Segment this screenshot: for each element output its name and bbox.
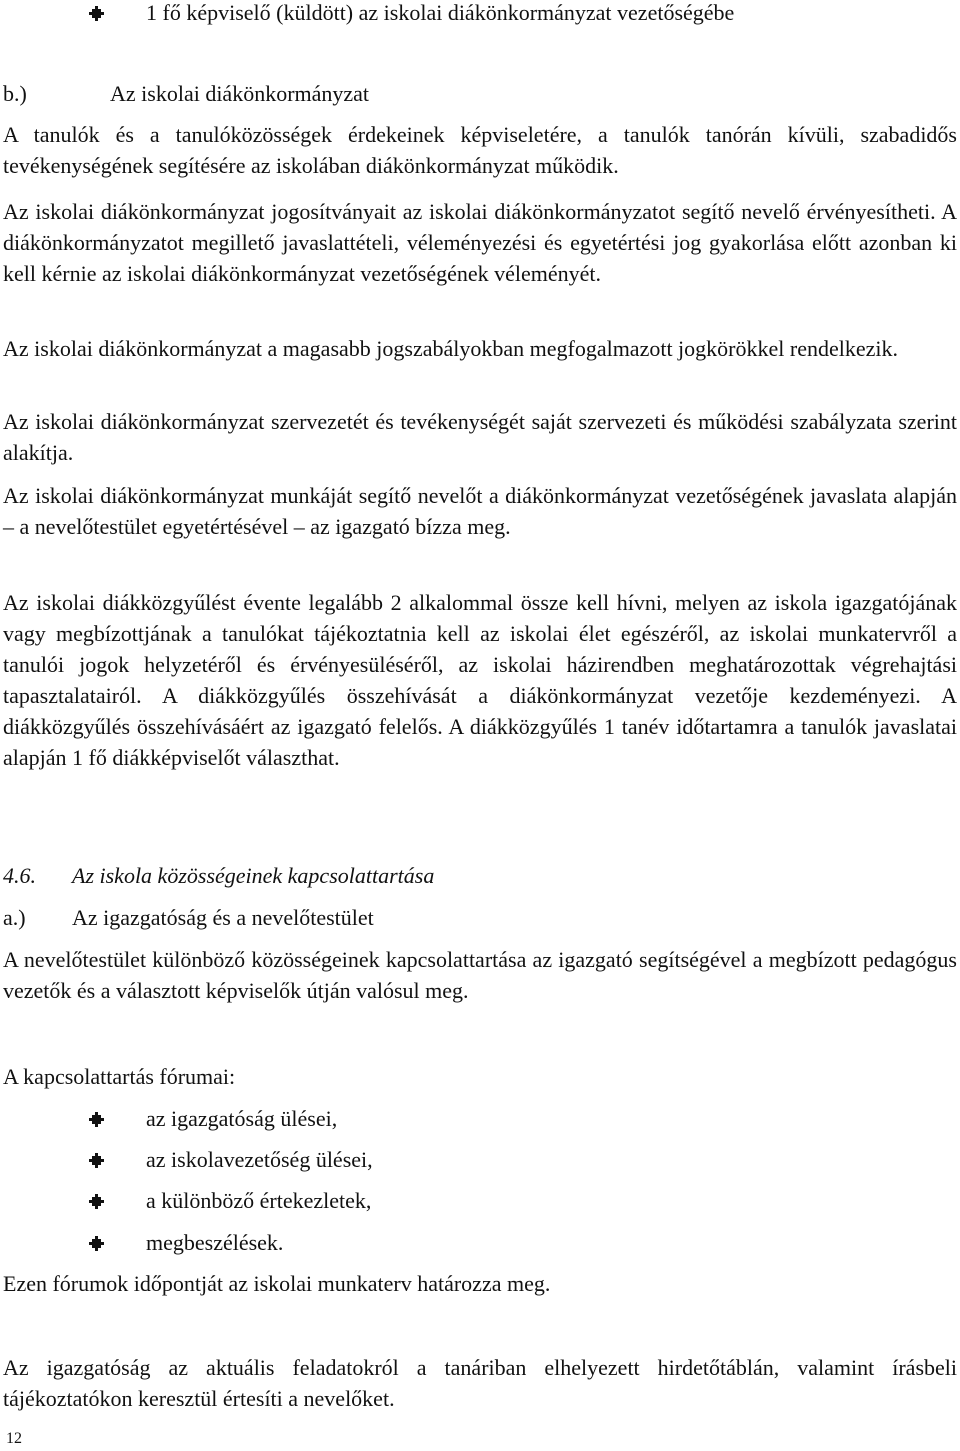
- section-label: a.): [3, 905, 26, 930]
- section-label: b.): [3, 81, 27, 106]
- bullet-text: az igazgatóság ülései,: [146, 1106, 338, 1131]
- paragraph: A nevelőtestület különböző közösségeinek kapcsolattartása az igazgató segítségével a megbízott pedagógus vezetők és a választott képviselők útján valósul meg.: [3, 947, 957, 1003]
- forums-note: Ezen fórumok időpontját az iskolai munkaterv határozza meg.: [3, 1271, 551, 1296]
- paragraph: Az iskolai diákönkormányzat munkáját segítő nevelőt a diákönkormányzat vezetőségének javaslata alapján – a nevelőtestület egyetértésével – az igazgató bízza meg.: [3, 483, 957, 539]
- forums-intro: A kapcsolattartás fórumai:: [3, 1064, 236, 1089]
- paragraph: Az iskolai diákönkormányzat a magasabb jogszabályokban megfogalmazott jogkörökkel rendelkezik.: [3, 336, 898, 361]
- paragraph: Az iskolai diákönkormányzat szervezetét és tevékenységét saját szervezeti és működési szabályzata szerint alakítja.: [3, 409, 957, 465]
- square-bullet-icon: [92, 1197, 101, 1206]
- square-bullet-icon: [92, 1156, 101, 1165]
- paragraph: Az igazgatóság az aktuális feladatokról a tanáriban elhelyezett hirdetőtáblán, valamint írásbeli tájékoztatókon keresztül értesíti a nevelőket.: [3, 1355, 957, 1411]
- paragraph: A tanulók és a tanulóközösségek érdekeinek képviseletére, a tanulók tanórán kívüli, szabadidős tevékenységének segítésére az iskolában diákönkormányzat működik.: [3, 122, 957, 178]
- square-bullet-icon: [92, 1239, 101, 1248]
- bullet-text: 1 fő képviselő (küldött) az iskolai diákönkormányzat vezetőségébe: [146, 0, 735, 25]
- square-bullet-icon: [92, 1115, 101, 1124]
- bullet-text: a különböző értekezletek,: [146, 1188, 372, 1213]
- paragraph: Az iskolai diákközgyűlést évente legalább 2 alkalommal össze kell hívni, melyen az iskola igazgatójának vagy megbízottjának a tanulókat tájékoztatnia kell az iskolai élet egészéről, az iskolai munkatervről a tanulói jogok helyzetéről és érvényesüléséről, az iskolai házirendben meghatározottak végrehajtási tapasztalatairól. A diákközgyűlés összehívását a diákönkormányzat vezetője kezdeményezi. A diákközgyűlés összehívásáért az igazgató felelős. A diákközgyűlés 1 tanév időtartamra a tanulók javaslatai alapján 1 fő diákképviselőt választhat.: [3, 590, 957, 770]
- bullet-text: megbeszélések.: [146, 1230, 284, 1255]
- section-heading: Az iskola közösségeinek kapcsolattartása: [72, 863, 435, 888]
- section-title: Az igazgatóság és a nevelőtestület: [72, 905, 374, 930]
- section-title: Az iskolai diákönkormányzat: [110, 81, 370, 106]
- paragraph: Az iskolai diákönkormányzat jogosítványait az iskolai diákönkormányzatot segítő nevelő érvényesítheti. A diákönkormányzatot megillető javaslattételi, véleményezési és egyetértési jog gyakorlása előtt azonban ki kell kérnie az iskolai diákönkormányzat vezetőségének véleményét.: [3, 199, 957, 286]
- page-number: 12: [6, 1430, 22, 1447]
- bullet-text: az iskolavezetőség ülései,: [146, 1147, 373, 1172]
- section-number: 4.6.: [3, 863, 36, 888]
- square-bullet-icon: [92, 9, 101, 18]
